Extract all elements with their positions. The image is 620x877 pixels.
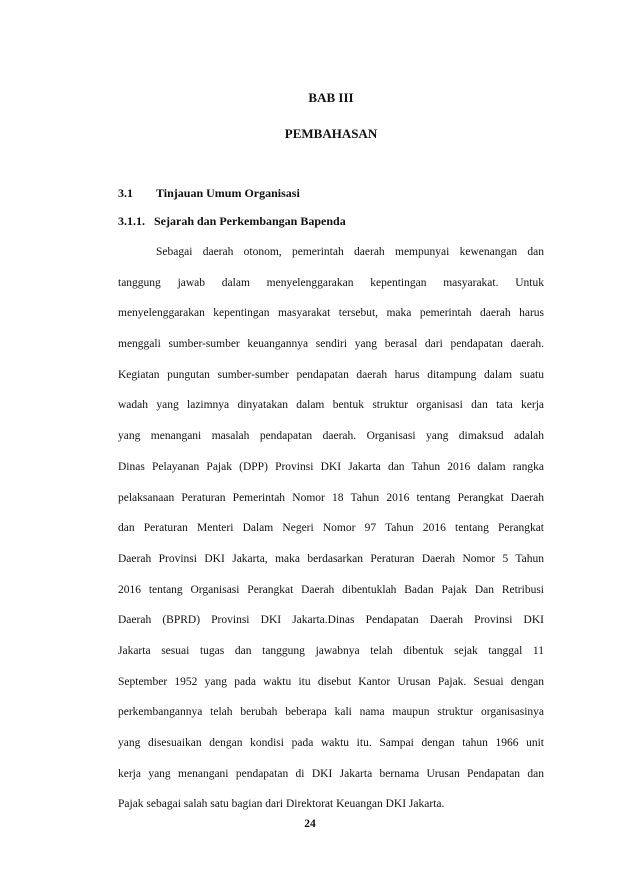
paragraph-line: dan Peraturan Menteri Dalam Negeri Nomor 97 Tahun 2016 tentang Perangkat [118,522,544,535]
section-heading [118,186,300,201]
paragraph-line: menyelenggarakan kepentingan masyarakat tersebut, maka pemerintah daerah harus [118,307,544,320]
chapter-title: PEMBAHASAN [284,126,378,141]
paragraph-line: Pajak sebagai salah satu bagian dari Direktorat Keuangan DKI Jakarta. [118,798,445,811]
paragraph-line: tanggung jawab dalam menyelenggarakan kepentingan masyarakat. Untuk [118,276,544,289]
paragraph-line: 2016 tentang Organisasi Perangkat Daerah dibentuklah Badan Pajak Dan Retribusi [118,583,544,596]
subsection-heading [118,214,346,229]
paragraph-line: Daerah (BPRD) Provinsi DKI Jakarta.Dinas Pendapatan Daerah Provinsi DKI [118,614,544,627]
paragraph-line: pelaksanaan Peraturan Pemerintah Nomor 18 Tahun 2016 tentang Perangkat Daerah [118,491,544,504]
paragraph-line: September 1952 yang pada waktu itu disebut Kantor Urusan Pajak. Sesuai dengan [118,675,544,688]
subsection-title: Sejarah dan Perkembangan Bapenda [154,214,346,228]
paragraph-line: Kegiatan pungutan sumber-sumber pendapatan daerah harus ditampung dalam suatu [118,368,544,381]
section-number: 3.1 [118,186,133,200]
paragraph-line: menggali sumber-sumber keuangannya sendiri yang berasal dari pendapatan daerah. [118,338,544,351]
paragraph-line: yang disesuaikan dengan kondisi pada waktu itu. Sampai dengan tahun 1966 unit [118,737,544,749]
paragraph-line: kerja yang menangani pendapatan di DKI Jakarta bernama Urusan Pendapatan dan [118,767,544,780]
paragraph-line: yang menangani masalah pendapatan daerah. Organisasi yang dimaksud adalah [118,430,544,443]
paragraph-line: wadah yang lazimnya dinyatakan dalam bentuk struktur organisasi dan tata kerja [118,399,544,412]
page-number: 24 [304,818,316,830]
paragraph-line: perkembangannya telah berubah beberapa kali nama maupun struktur organisasinya [118,706,544,719]
subsection-number: 3.1.1. [118,214,145,228]
paragraph-line: Daerah Provinsi DKI Jakarta, maka berdasarkan Peraturan Daerah Nomor 5 Tahun [118,552,544,565]
chapter-number: BAB III [308,90,354,105]
paragraph-line: Dinas Pelayanan Pajak (DPP) Provinsi DKI Jakarta dan Tahun 2016 dalam rangka [118,460,544,473]
paragraph-line: Jakarta sesuai tugas dan tanggung jawabnya telah dibentuk sejak tanggal 11 [118,644,544,657]
body-paragraph [118,237,544,820]
paragraph-line: Sebagai daerah otonom, pemerintah daerah mempunyai kewenangan dan [156,246,544,258]
section-title: Tinjauan Umum Organisasi [156,186,300,200]
